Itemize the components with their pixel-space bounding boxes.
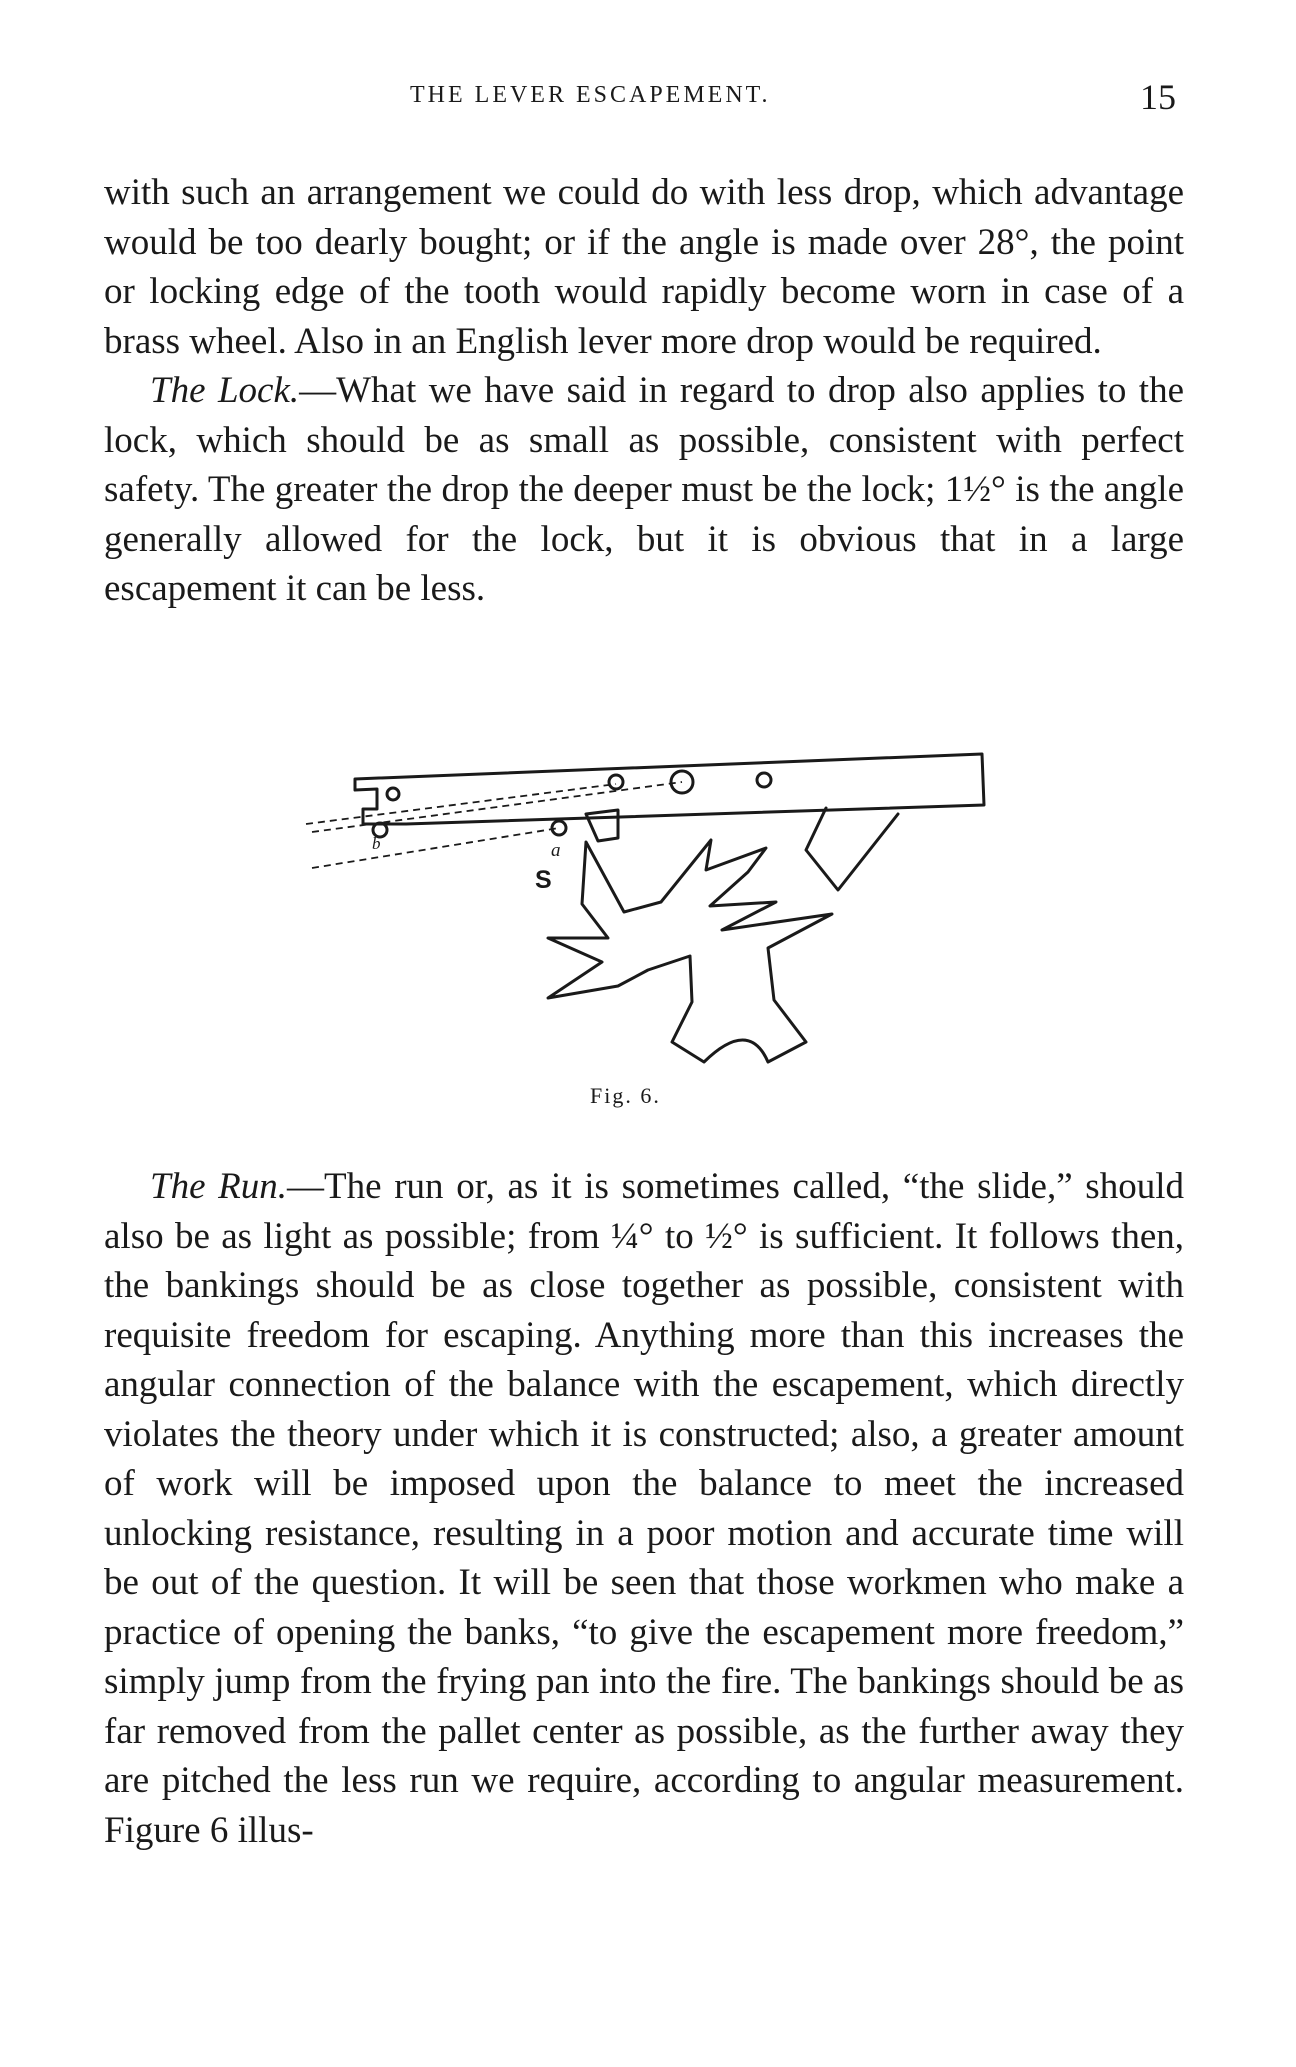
escapement-diagram xyxy=(286,742,1006,1072)
lever-hole-right xyxy=(757,773,771,787)
paragraph-continuation xyxy=(104,168,1184,366)
figure-caption: Fig. 6. xyxy=(590,1083,661,1108)
pallet-arm-right xyxy=(806,808,898,890)
text-block-top xyxy=(104,168,1184,614)
paragraph-lead: The Lock. xyxy=(150,370,300,411)
label-a: a xyxy=(551,840,561,861)
escape-wheel xyxy=(548,840,832,1062)
label-b: b xyxy=(372,834,381,853)
page-number: 15 xyxy=(1140,77,1176,117)
lever-hole-left xyxy=(387,788,399,800)
figure-escapement-diagram xyxy=(286,742,1006,1072)
label-s: S xyxy=(535,866,552,894)
paragraph-text: with such an arrangement we could do with less drop, which advantage would be too dearly bought; or if the angle is made over 28°, the point or locking edge of the tooth would rapidly become worn in case of a brass wheel. Also in an English lever more drop would be required. xyxy=(104,172,1184,362)
paragraph-text: —What we have said in regard to drop also applies to the lock, which should be as small as possible, consistent with perfect safety. The greater the drop the deeper must be the lock; 1½° is the angle generally allowed for the lock, but it is obvious that in a large escapement it can be less. xyxy=(104,370,1184,609)
lever-hole-small xyxy=(609,775,623,789)
paragraph-the-lock xyxy=(104,366,1184,614)
paragraph-the-run xyxy=(104,1162,1184,1855)
dashed-line-lower xyxy=(312,828,559,868)
paragraph-lead: The Run. xyxy=(150,1166,288,1207)
running-head: THE LEVER ESCAPEMENT. xyxy=(410,82,771,108)
text-block-bottom xyxy=(104,1162,1184,1855)
paragraph-text: —The run or, as it is sometimes called, “the slide,” should also be as light as possible; from ¼° to ½° is sufficient. It follows then, the bankings should be as close together as possible, consistent with requisite freedom for escaping. Anything more than this increases the angular connection of the balance with the escapement, which directly violates the theory under which it is constructed; also, a greater amount of work will be imposed upon the balance to meet the increased unlocking resistance, resulting in a poor motion and accurate time will be out of the question. It will be seen that those workmen who make a practice of opening the banks, “to give the escapement more freedom,” simply jump from the frying pan into the fire. The bankings should be as far removed from the pallet center as possible, as the further away they are pitched the less run we require, according to angular measurement. Figure 6 illus- xyxy=(104,1166,1184,1851)
pallet-stone-left xyxy=(586,810,618,841)
